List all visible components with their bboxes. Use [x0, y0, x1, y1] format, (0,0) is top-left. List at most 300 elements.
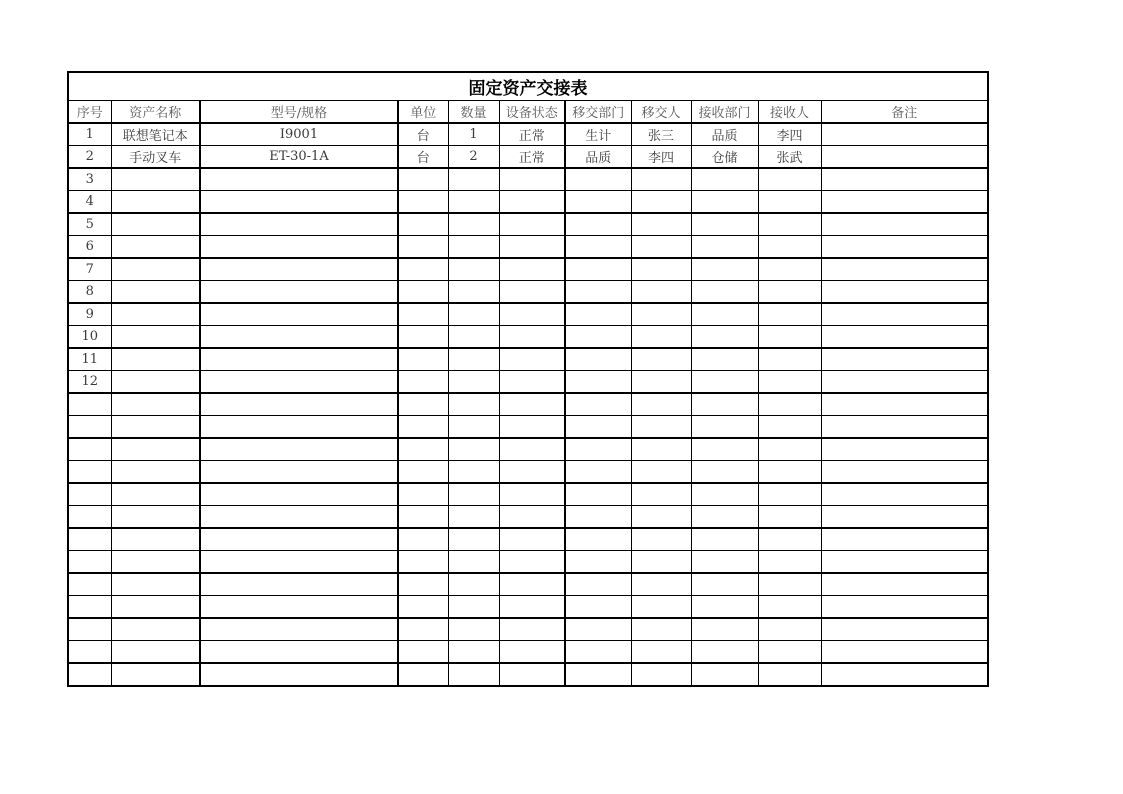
cell-receiver[interactable]: [758, 551, 821, 574]
cell-remarks[interactable]: [821, 303, 988, 326]
cell-model-spec[interactable]: [200, 506, 398, 529]
cell-unit[interactable]: [398, 168, 448, 191]
cell-model-spec[interactable]: [200, 573, 398, 596]
cell-unit[interactable]: [398, 348, 448, 371]
cell-equipment-status[interactable]: [499, 393, 565, 416]
table-row: [68, 146, 988, 169]
column-header-transfer-dept[interactable]: 移交部门: [565, 101, 631, 124]
table-row: [68, 348, 988, 371]
cell-seq[interactable]: 2: [68, 146, 111, 169]
cell-transferor[interactable]: [631, 371, 691, 394]
cell-transfer-dept[interactable]: [565, 506, 631, 529]
column-header-quantity[interactable]: 数量: [448, 101, 499, 124]
cell-receiver[interactable]: [758, 506, 821, 529]
cell-quantity[interactable]: [448, 596, 499, 619]
table-row: [68, 618, 988, 641]
cell-equipment-status[interactable]: 正常: [499, 123, 565, 146]
cell-equipment-status[interactable]: [499, 348, 565, 371]
cell-model-spec[interactable]: [200, 371, 398, 394]
cell-model-spec[interactable]: [200, 483, 398, 506]
cell-model-spec[interactable]: ET-30-1A: [200, 146, 398, 169]
cell-asset-name[interactable]: 手动叉车: [111, 146, 200, 169]
cell-equipment-status[interactable]: [499, 483, 565, 506]
cell-remarks[interactable]: [821, 641, 988, 664]
column-header-remarks[interactable]: 备注: [821, 101, 988, 124]
cell-equipment-status[interactable]: [499, 663, 565, 686]
cell-equipment-status[interactable]: [499, 281, 565, 304]
cell-transferor[interactable]: [631, 303, 691, 326]
cell-receiver[interactable]: 李四: [758, 123, 821, 146]
cell-quantity[interactable]: [448, 551, 499, 574]
cell-receiving-dept[interactable]: [691, 483, 758, 506]
cell-unit[interactable]: [398, 236, 448, 259]
cell-receiver[interactable]: [758, 393, 821, 416]
cell-asset-name[interactable]: [111, 213, 200, 236]
cell-transfer-dept[interactable]: [565, 371, 631, 394]
cell-remarks[interactable]: [821, 371, 988, 394]
cell-remarks[interactable]: [821, 483, 988, 506]
cell-receiver[interactable]: [758, 371, 821, 394]
cell-transfer-dept[interactable]: [565, 416, 631, 439]
cell-quantity[interactable]: [448, 663, 499, 686]
cell-receiver[interactable]: [758, 326, 821, 349]
cell-equipment-status[interactable]: [499, 596, 565, 619]
cell-model-spec[interactable]: [200, 596, 398, 619]
cell-seq[interactable]: [68, 551, 111, 574]
cell-seq[interactable]: [68, 663, 111, 686]
cell-receiver[interactable]: [758, 438, 821, 461]
cell-receiving-dept[interactable]: [691, 168, 758, 191]
cell-unit[interactable]: [398, 393, 448, 416]
cell-asset-name[interactable]: [111, 438, 200, 461]
cell-transferor[interactable]: [631, 483, 691, 506]
table-row: [68, 236, 988, 259]
cell-transferor[interactable]: [631, 213, 691, 236]
cell-receiver[interactable]: [758, 528, 821, 551]
column-header-seq[interactable]: 序号: [68, 101, 111, 124]
cell-equipment-status[interactable]: [499, 461, 565, 484]
cell-unit[interactable]: [398, 303, 448, 326]
cell-receiving-dept[interactable]: [691, 618, 758, 641]
cell-model-spec[interactable]: [200, 663, 398, 686]
cell-seq[interactable]: [68, 393, 111, 416]
cell-remarks[interactable]: [821, 573, 988, 596]
cell-asset-name[interactable]: [111, 596, 200, 619]
table-row: [68, 213, 988, 236]
cell-quantity[interactable]: [448, 213, 499, 236]
column-header-receiver[interactable]: 接收人: [758, 101, 821, 124]
cell-remarks[interactable]: [821, 663, 988, 686]
cell-remarks[interactable]: [821, 618, 988, 641]
cell-remarks[interactable]: [821, 416, 988, 439]
cell-transferor[interactable]: [631, 551, 691, 574]
cell-model-spec[interactable]: [200, 281, 398, 304]
cell-model-spec[interactable]: [200, 551, 398, 574]
cell-receiver[interactable]: [758, 416, 821, 439]
cell-quantity[interactable]: [448, 528, 499, 551]
cell-model-spec[interactable]: [200, 191, 398, 214]
cell-equipment-status[interactable]: [499, 573, 565, 596]
cell-unit[interactable]: [398, 191, 448, 214]
cell-unit[interactable]: [398, 663, 448, 686]
cell-transferor[interactable]: [631, 641, 691, 664]
cell-unit[interactable]: [398, 573, 448, 596]
header-row: [68, 101, 988, 124]
cell-receiver[interactable]: [758, 236, 821, 259]
column-header-transferor[interactable]: 移交人: [631, 101, 691, 124]
cell-model-spec[interactable]: [200, 168, 398, 191]
cell-model-spec[interactable]: [200, 528, 398, 551]
cell-seq[interactable]: [68, 506, 111, 529]
cell-unit[interactable]: [398, 213, 448, 236]
cell-model-spec[interactable]: [200, 461, 398, 484]
cell-asset-name[interactable]: [111, 618, 200, 641]
cell-asset-name[interactable]: [111, 663, 200, 686]
cell-receiving-dept[interactable]: [691, 236, 758, 259]
cell-receiving-dept[interactable]: [691, 416, 758, 439]
cell-transfer-dept[interactable]: [565, 573, 631, 596]
cell-asset-name[interactable]: [111, 573, 200, 596]
cell-transfer-dept[interactable]: [565, 393, 631, 416]
cell-receiving-dept[interactable]: [691, 326, 758, 349]
cell-receiver[interactable]: 张武: [758, 146, 821, 169]
cell-transferor[interactable]: [631, 168, 691, 191]
cell-receiving-dept[interactable]: [691, 528, 758, 551]
cell-unit[interactable]: [398, 641, 448, 664]
cell-remarks[interactable]: [821, 168, 988, 191]
cell-remarks[interactable]: [821, 393, 988, 416]
cell-remarks[interactable]: [821, 461, 988, 484]
cell-receiving-dept[interactable]: [691, 258, 758, 281]
cell-unit[interactable]: [398, 483, 448, 506]
cell-transfer-dept[interactable]: [565, 641, 631, 664]
cell-receiver[interactable]: [758, 258, 821, 281]
cell-asset-name[interactable]: [111, 168, 200, 191]
cell-equipment-status[interactable]: [499, 438, 565, 461]
cell-asset-name[interactable]: [111, 393, 200, 416]
cell-equipment-status[interactable]: [499, 258, 565, 281]
cell-unit[interactable]: [398, 528, 448, 551]
cell-seq[interactable]: [68, 641, 111, 664]
sheet-title[interactable]: 固定资产交接表: [68, 72, 988, 101]
cell-remarks[interactable]: [821, 348, 988, 371]
cell-quantity[interactable]: [448, 303, 499, 326]
cell-quantity[interactable]: [448, 483, 499, 506]
cell-equipment-status[interactable]: [499, 168, 565, 191]
cell-transfer-dept[interactable]: [565, 528, 631, 551]
cell-equipment-status[interactable]: [499, 371, 565, 394]
cell-asset-name[interactable]: [111, 348, 200, 371]
cell-quantity[interactable]: [448, 438, 499, 461]
cell-transferor[interactable]: [631, 438, 691, 461]
cell-transferor[interactable]: [631, 416, 691, 439]
cell-unit[interactable]: 台: [398, 146, 448, 169]
cell-asset-name[interactable]: [111, 371, 200, 394]
cell-transferor[interactable]: [631, 191, 691, 214]
cell-asset-name[interactable]: [111, 641, 200, 664]
cell-transferor[interactable]: [631, 663, 691, 686]
cell-asset-name[interactable]: [111, 303, 200, 326]
cell-remarks[interactable]: [821, 123, 988, 146]
cell-unit[interactable]: [398, 461, 448, 484]
cell-seq[interactable]: 4: [68, 191, 111, 214]
cell-receiving-dept[interactable]: 品质: [691, 123, 758, 146]
cell-quantity[interactable]: [448, 618, 499, 641]
cell-seq[interactable]: 6: [68, 236, 111, 259]
cell-transferor[interactable]: [631, 506, 691, 529]
cell-receiving-dept[interactable]: [691, 191, 758, 214]
cell-unit[interactable]: [398, 281, 448, 304]
cell-quantity[interactable]: [448, 461, 499, 484]
cell-remarks[interactable]: [821, 191, 988, 214]
cell-receiving-dept[interactable]: [691, 461, 758, 484]
cell-unit[interactable]: [398, 371, 448, 394]
cell-transferor[interactable]: [631, 596, 691, 619]
cell-receiving-dept[interactable]: [691, 573, 758, 596]
cell-equipment-status[interactable]: [499, 641, 565, 664]
cell-equipment-status[interactable]: [499, 191, 565, 214]
cell-equipment-status[interactable]: [499, 506, 565, 529]
cell-seq[interactable]: [68, 618, 111, 641]
cell-receiver[interactable]: [758, 303, 821, 326]
cell-transferor[interactable]: [631, 618, 691, 641]
cell-quantity[interactable]: [448, 393, 499, 416]
table-row: [68, 551, 988, 574]
cell-unit[interactable]: [398, 438, 448, 461]
cell-quantity[interactable]: 1: [448, 123, 499, 146]
column-header-asset-name[interactable]: 资产名称: [111, 101, 200, 124]
cell-transferor[interactable]: [631, 326, 691, 349]
cell-remarks[interactable]: [821, 258, 988, 281]
cell-model-spec[interactable]: [200, 213, 398, 236]
cell-receiving-dept[interactable]: [691, 213, 758, 236]
cell-transferor[interactable]: [631, 348, 691, 371]
cell-seq[interactable]: [68, 438, 111, 461]
cell-seq[interactable]: [68, 573, 111, 596]
cell-asset-name[interactable]: [111, 191, 200, 214]
cell-receiver[interactable]: [758, 573, 821, 596]
table-row: [68, 326, 988, 349]
cell-receiving-dept[interactable]: [691, 438, 758, 461]
cell-transferor[interactable]: [631, 236, 691, 259]
cell-transfer-dept[interactable]: [565, 303, 631, 326]
cell-transfer-dept[interactable]: [565, 438, 631, 461]
cell-seq[interactable]: [68, 483, 111, 506]
cell-receiving-dept[interactable]: [691, 551, 758, 574]
cell-receiver[interactable]: [758, 348, 821, 371]
cell-model-spec[interactable]: [200, 258, 398, 281]
cell-transfer-dept[interactable]: [565, 663, 631, 686]
cell-equipment-status[interactable]: [499, 618, 565, 641]
cell-transfer-dept[interactable]: 品质: [565, 146, 631, 169]
cell-transfer-dept[interactable]: [565, 551, 631, 574]
cell-seq[interactable]: 7: [68, 258, 111, 281]
cell-transfer-dept[interactable]: 生计: [565, 123, 631, 146]
cell-quantity[interactable]: [448, 641, 499, 664]
cell-asset-name[interactable]: [111, 281, 200, 304]
cell-transfer-dept[interactable]: [565, 596, 631, 619]
cell-model-spec[interactable]: [200, 438, 398, 461]
cell-asset-name[interactable]: [111, 326, 200, 349]
cell-seq[interactable]: 11: [68, 348, 111, 371]
cell-quantity[interactable]: [448, 281, 499, 304]
cell-transferor[interactable]: 李四: [631, 146, 691, 169]
cell-equipment-status[interactable]: [499, 236, 565, 259]
cell-transfer-dept[interactable]: [565, 258, 631, 281]
table-row: [68, 461, 988, 484]
cell-model-spec[interactable]: [200, 326, 398, 349]
cell-receiver[interactable]: [758, 483, 821, 506]
cell-quantity[interactable]: [448, 326, 499, 349]
cell-unit[interactable]: [398, 618, 448, 641]
cell-receiving-dept[interactable]: [691, 393, 758, 416]
cell-equipment-status[interactable]: [499, 213, 565, 236]
cell-receiving-dept[interactable]: [691, 641, 758, 664]
cell-receiver[interactable]: [758, 461, 821, 484]
cell-receiving-dept[interactable]: [691, 596, 758, 619]
cell-model-spec[interactable]: [200, 393, 398, 416]
cell-seq[interactable]: 10: [68, 326, 111, 349]
cell-equipment-status[interactable]: [499, 416, 565, 439]
cell-receiving-dept[interactable]: [691, 348, 758, 371]
cell-asset-name[interactable]: [111, 483, 200, 506]
cell-unit[interactable]: [398, 551, 448, 574]
cell-remarks[interactable]: [821, 438, 988, 461]
cell-model-spec[interactable]: [200, 236, 398, 259]
cell-equipment-status[interactable]: [499, 303, 565, 326]
cell-equipment-status[interactable]: [499, 528, 565, 551]
cell-remarks[interactable]: [821, 551, 988, 574]
column-header-unit[interactable]: 单位: [398, 101, 448, 124]
cell-remarks[interactable]: [821, 506, 988, 529]
cell-receiving-dept[interactable]: [691, 371, 758, 394]
cell-quantity[interactable]: 2: [448, 146, 499, 169]
cell-seq[interactable]: 5: [68, 213, 111, 236]
cell-quantity[interactable]: [448, 258, 499, 281]
cell-seq[interactable]: [68, 461, 111, 484]
cell-receiving-dept[interactable]: [691, 303, 758, 326]
table-row: [68, 393, 988, 416]
cell-quantity[interactable]: [448, 371, 499, 394]
cell-unit[interactable]: [398, 506, 448, 529]
cell-equipment-status[interactable]: [499, 326, 565, 349]
cell-transfer-dept[interactable]: [565, 348, 631, 371]
cell-receiver[interactable]: [758, 281, 821, 304]
cell-quantity[interactable]: [448, 236, 499, 259]
cell-asset-name[interactable]: [111, 236, 200, 259]
cell-equipment-status[interactable]: 正常: [499, 146, 565, 169]
cell-receiving-dept[interactable]: [691, 506, 758, 529]
cell-seq[interactable]: 3: [68, 168, 111, 191]
cell-receiver[interactable]: [758, 191, 821, 214]
cell-model-spec[interactable]: [200, 348, 398, 371]
cell-model-spec[interactable]: [200, 416, 398, 439]
cell-asset-name[interactable]: 联想笔记本: [111, 123, 200, 146]
cell-receiving-dept[interactable]: [691, 663, 758, 686]
cell-receiver[interactable]: [758, 168, 821, 191]
cell-seq[interactable]: 12: [68, 371, 111, 394]
cell-unit[interactable]: [398, 416, 448, 439]
cell-transfer-dept[interactable]: [565, 483, 631, 506]
cell-asset-name[interactable]: [111, 528, 200, 551]
cell-seq[interactable]: 1: [68, 123, 111, 146]
cell-transferor[interactable]: [631, 258, 691, 281]
cell-receiver[interactable]: [758, 213, 821, 236]
cell-remarks[interactable]: [821, 596, 988, 619]
cell-seq[interactable]: [68, 528, 111, 551]
cell-quantity[interactable]: [448, 348, 499, 371]
cell-model-spec[interactable]: [200, 641, 398, 664]
cell-transferor[interactable]: [631, 528, 691, 551]
cell-model-spec[interactable]: [200, 303, 398, 326]
cell-asset-name[interactable]: [111, 258, 200, 281]
cell-remarks[interactable]: [821, 146, 988, 169]
cell-remarks[interactable]: [821, 213, 988, 236]
cell-remarks[interactable]: [821, 236, 988, 259]
cell-seq[interactable]: 9: [68, 303, 111, 326]
cell-transfer-dept[interactable]: [565, 168, 631, 191]
cell-receiver[interactable]: [758, 618, 821, 641]
cell-asset-name[interactable]: [111, 416, 200, 439]
cell-seq[interactable]: 8: [68, 281, 111, 304]
cell-quantity[interactable]: [448, 506, 499, 529]
cell-transfer-dept[interactable]: [565, 326, 631, 349]
cell-transfer-dept[interactable]: [565, 236, 631, 259]
cell-unit[interactable]: [398, 596, 448, 619]
cell-remarks[interactable]: [821, 528, 988, 551]
column-header-receiving-dept[interactable]: 接收部门: [691, 101, 758, 124]
cell-seq[interactable]: [68, 596, 111, 619]
cell-quantity[interactable]: [448, 573, 499, 596]
table-row: [68, 596, 988, 619]
cell-asset-name[interactable]: [111, 461, 200, 484]
cell-quantity[interactable]: [448, 168, 499, 191]
cell-transferor[interactable]: 张三: [631, 123, 691, 146]
cell-unit[interactable]: [398, 258, 448, 281]
cell-transfer-dept[interactable]: [565, 461, 631, 484]
cell-transfer-dept[interactable]: [565, 281, 631, 304]
cell-asset-name[interactable]: [111, 551, 200, 574]
cell-receiving-dept[interactable]: 仓储: [691, 146, 758, 169]
cell-quantity[interactable]: [448, 416, 499, 439]
cell-receiver[interactable]: [758, 596, 821, 619]
cell-receiving-dept[interactable]: [691, 281, 758, 304]
cell-receiver[interactable]: [758, 641, 821, 664]
cell-receiver[interactable]: [758, 663, 821, 686]
cell-remarks[interactable]: [821, 281, 988, 304]
column-header-model-spec[interactable]: 型号/规格: [200, 101, 398, 124]
cell-transferor[interactable]: [631, 573, 691, 596]
cell-transferor[interactable]: [631, 393, 691, 416]
cell-seq[interactable]: [68, 416, 111, 439]
column-header-equipment-status[interactable]: 设备状态: [499, 101, 565, 124]
cell-unit[interactable]: 台: [398, 123, 448, 146]
cell-transfer-dept[interactable]: [565, 191, 631, 214]
cell-model-spec[interactable]: [200, 618, 398, 641]
cell-model-spec[interactable]: I9001: [200, 123, 398, 146]
cell-transferor[interactable]: [631, 281, 691, 304]
table-row: [68, 663, 988, 686]
cell-transfer-dept[interactable]: [565, 618, 631, 641]
cell-quantity[interactable]: [448, 191, 499, 214]
cell-transferor[interactable]: [631, 461, 691, 484]
cell-equipment-status[interactable]: [499, 551, 565, 574]
cell-transfer-dept[interactable]: [565, 213, 631, 236]
cell-asset-name[interactable]: [111, 506, 200, 529]
cell-unit[interactable]: [398, 326, 448, 349]
cell-remarks[interactable]: [821, 326, 988, 349]
table-row: [68, 483, 988, 506]
